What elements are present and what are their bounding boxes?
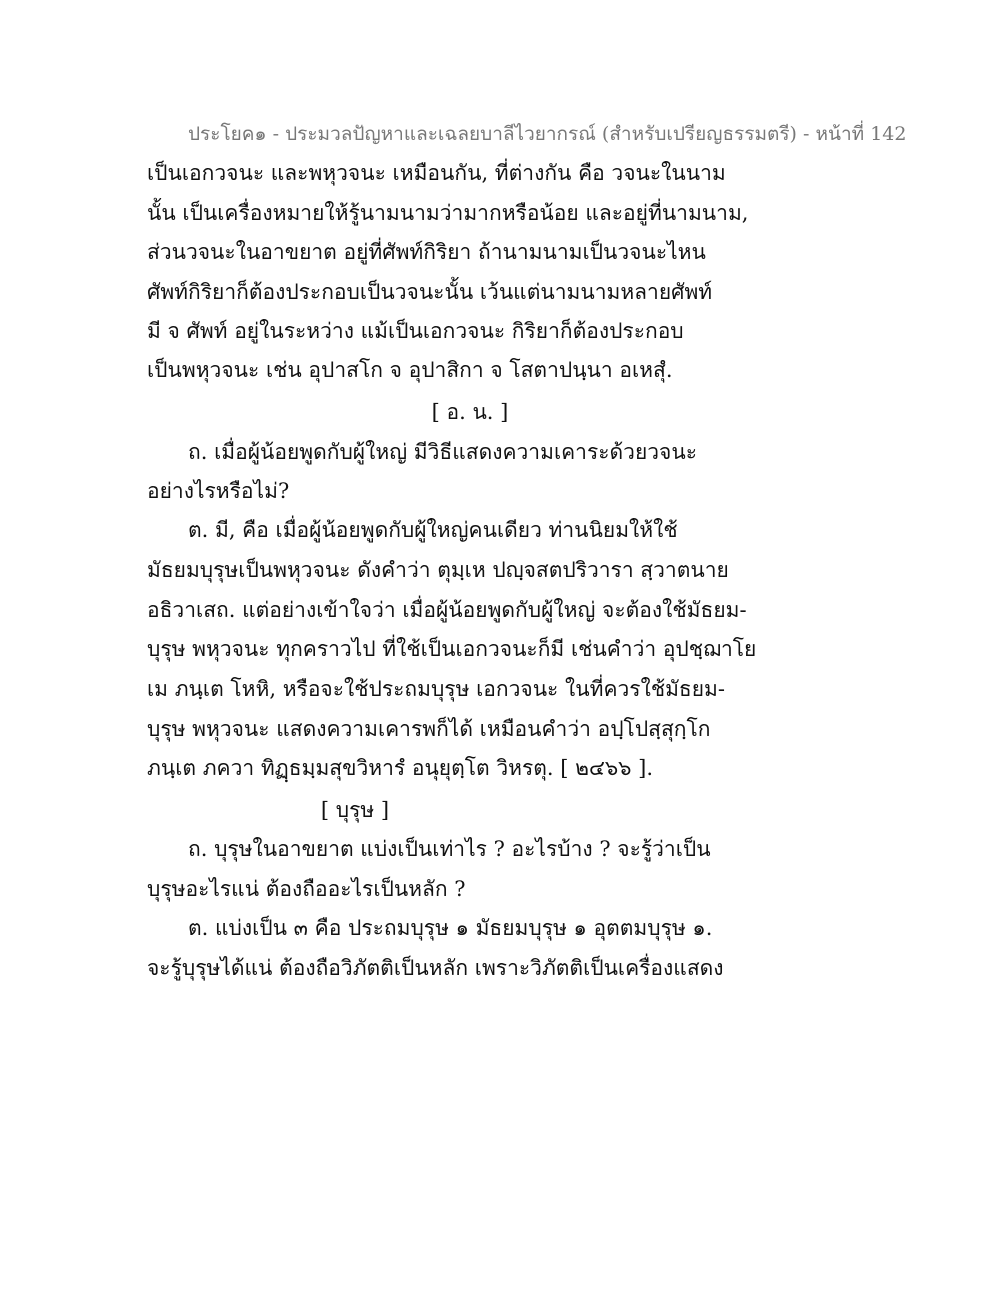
answer-line: ต. มี, คือ เมื่อผู้น้อยพูดกับผู้ใหญ่คนเดียว ท่านนิยมให้ใช้ [188,518,678,542]
text-line: บุรุษอะไรแน่ ต้องถืออะไรเป็นหลัก ? [147,877,466,901]
answer-line: ต. แบ่งเป็น ๓ คือ ประถมบุรุษ ๑ มัธยมบุรุษ ๑ อุตตมบุรุษ ๑. [188,916,713,940]
text-line: ศัพท์กิริยาก็ต้องประกอบเป็นวจนะนั้น เว้นแต่นามนามหลายศัพท์ [147,280,713,304]
section-heading: [ อ. น. ] [431,400,509,424]
text-line: เป็นพหุวจนะ เช่น อุปาสโก จ อุปาสิกา จ โสตาปนฺนา อเหสุํ. [147,358,673,382]
text-line: บุรุษ พหุวจนะ ทุกคราวไป ที่ใช้เป็นเอกวจนะก็มี เช่นคำว่า อุปชฺฌาโย [147,637,757,661]
text-line: เม ภนฺเต โหหิ, หรือจะใช้ประถมบุรุษ เอกวจนะ ในที่ควรใช้มัธยม- [147,677,725,701]
text-line: นั้น เป็นเครื่องหมายให้รู้นามนามว่ามากหรือน้อย และอยู่ที่นามนาม, [147,201,749,225]
running-header: ประโยค๑ - ประมวลปัญหาและเฉลยบาลีไวยากรณ์ (สำหรับเปรียญธรรมตรี) - หน้าที่ 142 [188,123,907,145]
text-line: อย่างไรหรือไม่? [147,479,290,503]
text-line: ส่วนวจนะในอาขยาต อยู่ที่ศัพท์กิริยา ถ้านามนามเป็นวจนะไหน [147,240,706,264]
question-line: ถ. เมื่อผู้น้อยพูดกับผู้ใหญ่ มีวิธีแสดงความเคาระด้วยวจนะ [188,440,697,464]
text-line: มัธยมบุรุษเป็นพหุวจนะ ดังคำว่า ตุมฺเห ปญฺจสตปริวารา สฺวาตนาย [147,558,729,582]
text-line: อธิวาเสถ. แต่อย่างเข้าใจว่า เมื่อผู้น้อยพูดกับผู้ใหญ่ จะต้องใช้มัธยม- [147,598,747,622]
question-line: ถ. บุรุษในอาขยาต แบ่งเป็นเท่าไร ? อะไรบ้าง ? จะรู้ว่าเป็น [188,837,711,861]
text-line: เป็นเอกวจนะ และพหุวจนะ เหมือนกัน, ที่ต่างกัน คือ วจนะในนาม [147,161,726,185]
text-line: ภนฺเต ภควา ทิฏฺธมฺมสุขวิหารํ อนุยุตฺโต วิหรตุ. [ ๒๔๖๖ ]. [147,756,654,780]
text-line: มี จ ศัพท์ อยู่ในระหว่าง แม้เป็นเอกวจนะ กิริยาก็ต้องประกอบ [147,319,684,343]
text-line: จะรู้บุรุษได้แน่ ต้องถือวิภัตติเป็นหลัก เพราะวิภัตติเป็นเครื่องแสดง [147,956,724,980]
section-heading: [ บุรุษ ] [320,798,390,822]
text-line: บุรุษ พหุวจนะ แสดงความเคารพก็ได้ เหมือนคำว่า อปฺโปสฺสุกฺโก [147,717,711,741]
